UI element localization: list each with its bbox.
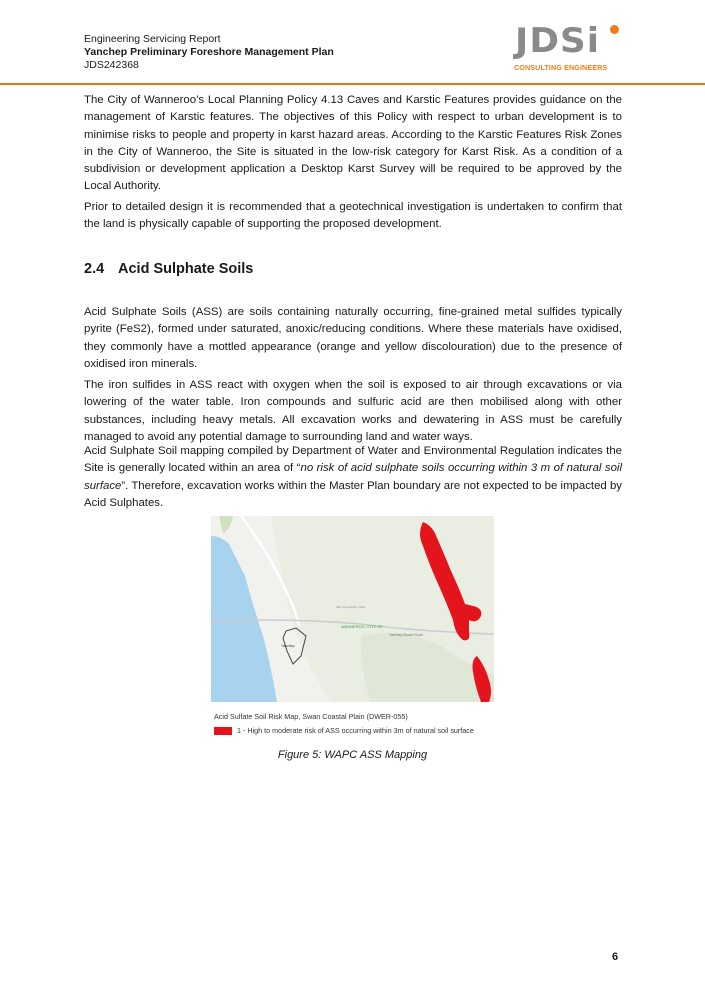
map-legend xyxy=(214,710,474,738)
paragraph-text: Prior to detailed design it is recommended that a geotechnical investigation is undertaken to confirm that the land is physically capable of supporting the proposed development. xyxy=(84,201,622,231)
paragraph-ass-definition xyxy=(84,304,622,373)
legend-item xyxy=(214,724,474,738)
header-divider xyxy=(0,83,705,85)
paragraph-text: The iron sulfides in ASS react with oxygen when the soil is exposed to air through excavations or via lowering of the water table. Iron compounds and sulfuric acid are then mobilised along with other substances, including heavy metals. All excavation works and dewatering in ASS must be carefully managed to avoid any potential damage to surrounding land and water ways. xyxy=(84,379,622,443)
paragraph-text: Acid Sulphate Soils (ASS) are soils containing naturally occurring, fine-grained metal sulfides typically pyrite (FeS2), formed under saturated, anoxic/reducing conditions. Where these materials have oxidised, they commonly have a mottled appearance (orange and yellow discolouration) due to the presence of oxidised iron minerals. xyxy=(84,306,622,370)
section-heading xyxy=(84,261,253,277)
figure-caption: Figure 5: WAPC ASS Mapping xyxy=(277,749,428,761)
project-number: JDS242368 xyxy=(84,59,139,71)
ass-risk-map xyxy=(211,516,494,702)
paragraph-text: The City of Wanneroo’s Local Planning Policy 4.13 Caves and Karstic Features provides guidance on the management of Karstic features. The objectives of this Policy with respect to urban development is to minimise risks to people and property in karst hazard areas. According to the Karstic Features Risk Zones in the City of Wanneroo, the Site is situated in the low-risk category for Karst Risk. As a condition of a subdivision or development application a Desktop Karst Survey will be required to be approved by the Local Authority. xyxy=(84,94,622,193)
quoted-risk-classification: no risk of acid sulphate soils occurring within 3 m of natural soil surface xyxy=(84,462,622,492)
paragraph-ass-mapping xyxy=(84,443,622,512)
section-number: 2.4 xyxy=(84,261,105,277)
project-title: Yanchep Preliminary Foreshore Management Plan xyxy=(84,46,334,58)
suburb-label: Yanchep xyxy=(281,644,295,648)
page-number: 6 xyxy=(612,951,619,963)
report-type: Engineering Servicing Report xyxy=(84,33,221,45)
paragraph-ass-reaction xyxy=(84,377,622,446)
paragraph-karst-policy xyxy=(84,92,622,196)
lga-label: WANNEROO, CITY OF xyxy=(341,624,383,629)
text-run: Acid Sulphate Soil mapping compiled by Department of Water and Environmental Regulation indicates the Site is generally located within an area of “ xyxy=(84,445,622,475)
map-graphic xyxy=(211,516,494,702)
document-header xyxy=(84,33,334,72)
paragraph-text xyxy=(84,443,622,512)
paragraph-geotech xyxy=(84,199,622,234)
legend-title: Acid Sulfate Soil Risk Map, Swan Coastal Plain (DWER-055) xyxy=(214,712,408,721)
legend-item-label: 1 - High to moderate risk of ASS occurring within 3m of natural soil surface xyxy=(237,726,474,735)
country-club-label: San Cty Country Club xyxy=(336,605,366,609)
legend-swatch-red xyxy=(214,727,232,735)
section-title: Acid Sulphate Soils xyxy=(118,261,254,277)
road-label: Yanchep Beach Road xyxy=(389,633,423,637)
logo-subtitle: CONSULTING ENGINEERS xyxy=(514,63,608,72)
company-logo xyxy=(513,22,623,74)
logo-dot-icon xyxy=(610,25,619,34)
logo-letters: JDSi xyxy=(515,21,601,61)
text-run: ”. Therefore, excavation works within the Master Plan boundary are not expected to be impacted by Acid Sulphates. xyxy=(84,479,622,509)
